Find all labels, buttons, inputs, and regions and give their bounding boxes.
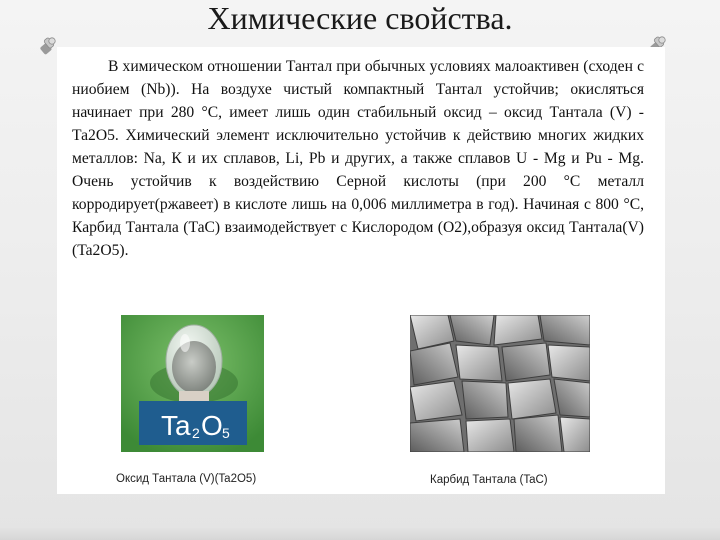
tantalum-carbide-photo — [410, 315, 590, 452]
label-sub-2: 2 — [192, 425, 200, 441]
body-paragraph: В химическом отношении Тантал при обычных условиях малоактивен (сходен с ниобием (Nb)). На воздухе чистый компактный Тантал устойчив; окисляться начинает при 280 °С, имеет лишь один стабильный оксид – оксид Тантала (V) - Та2О5. Химический элемент исключительно устойчив к действию многих жидких металлов: Na, К и их сплавов, Li, Pb и других, а также сплавов U - Mg и Pu - Mg. Очень устойчив к воздействию Серной кислоты (при 200 °С металл корродирует(ржавеет) в кислоте лишь на 0,006 миллиметра в год). Начиная с 800 °С, Карбид Тантала (ТаС) взаимодействует с Кислородом (O2),образуя оксид Тантала(V) (Ta2O5). — [72, 58, 644, 259]
label-ta: Ta — [161, 410, 191, 441]
left-image-caption: Оксид Тантала (V)(Ta2O5) — [116, 473, 257, 485]
right-image-caption: Карбид Тантала (TaC) — [430, 474, 548, 486]
label-o: O — [201, 410, 223, 441]
label-sub-5: 5 — [222, 425, 230, 441]
slide-title: Химические свойства. — [207, 0, 513, 36]
tantalum-oxide-photo — [121, 315, 264, 452]
bottom-bar — [0, 528, 720, 540]
